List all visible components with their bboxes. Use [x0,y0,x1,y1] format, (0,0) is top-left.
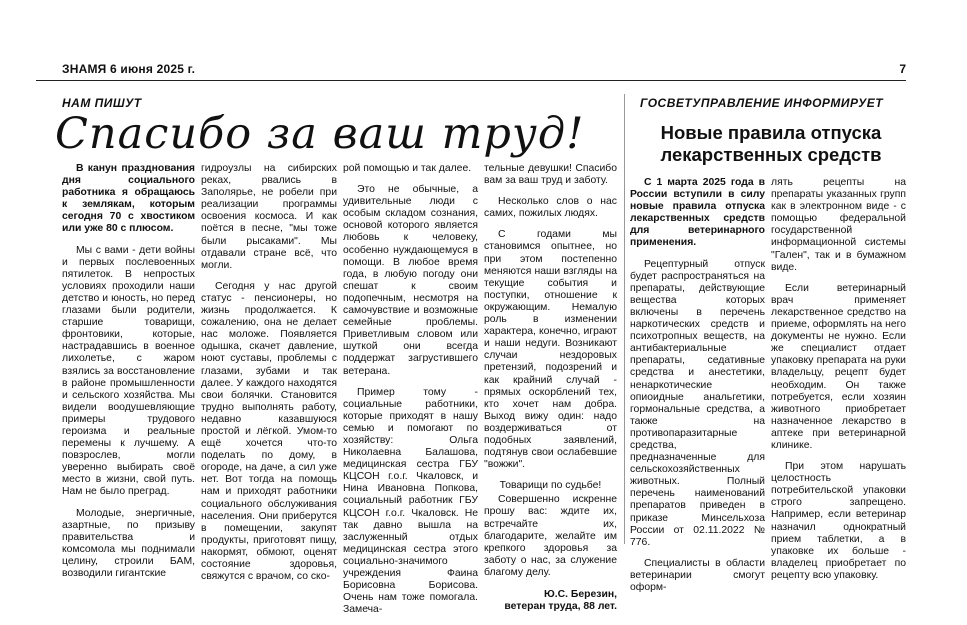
paragraph: Совершенно искренне прошу вас: ждите их, встречайте их, благодарите, желайте им крепкого здоровья за заботу о нас, за служение благому делу. [484,494,617,578]
page-number: 7 [899,62,906,76]
paragraph: Мы с вами - дети войны и первых послевоенных пятилеток. В непростых условиях проходили наши детство и юность, но перед глазами были родители, старшие товарищи, фронтовики, которые, настрадавшись в военное лихолетье, с жаром взялись за восстановление в районе промышленности и сельского хозяйства. Мы видели воодушевляющие примеры трудового героизма и реальные перемены к лучшему. А повзрослев, могли уверенно выбирать своё место в жизни, свой путь. Нам не было преград. [62,244,195,498]
paragraph: Это не обычные, а удивительные люди с особым складом сознания, основой которого является любовь к человеку, особенно нуждающемуся в помощи. В любое время года, в любую погоду они спешат к своим подопечным, несмотря на самочувствие и возможные семейные проблемы. Приветливым словом или шуткой они всегда поддержат загрустившего ветерана. [343,184,478,377]
paragraph: С 1 марта 2025 года в России вступили в силу новые правила отпуска лекарственных средств для ветеринарного применения. [630,177,765,249]
paragraph: С годами мы становимся опытнее, но при этом постепенно меняются наши взгляды на текущие события и поступки, отношение к окружающим. Немалую роль в изменении характера, конечно, играют и наши недуги. Возникают случаи нездоровых претензий, подозрений и как крайний случай - прямых оскорблений тех, кто хочет нам добра. Выход вижу один: надо воздерживаться от подобных заявлений, подтянув свои ослабевшие "вожжи". [484,229,617,471]
paragraph: Товарищи по судьбе! [499,480,602,492]
paragraph: Пример тому - социальные работники, которые приходят в нашу семью и помогают по хозяйству: Ольга Николаевна Балашова, медицинская сестра ГБУ КЦСОН г.о.г. Чкаловск, и Нина Ивановна Попкова, социальный работник ГБУ КЦСОН г.о.г. Чкаловск. Не так давно вышла на заслуженный отдых медицинская сестра этого социально-значимого учреждения Фаина Борисовна Борисова. Очень нам тоже помогала. Замеча- [343,386,478,616]
paragraph: В канун празднования дня социального работника я обращаюсь к землякам, которым сегодня 70 с хвостиком или уже 80 с плюсом. [62,163,195,235]
signature-title: ветеран труда, 88 лет. [504,601,617,613]
masthead [36,62,906,81]
paragraph: Молодые, энергичные, азартные, по призыву правительства и комсомола мы поднимали целину, строили БАМ, возводили гигантские [62,507,195,579]
paragraph: рой помощью и так далее. [343,163,472,174]
paragraph: Если ветеринарный врач применяет лекарственное средство на приеме, оформлять на него документы не нужно. Если же специалист отдает упаковку препарата на руки владельцу, рецепт будет необходим. Он также потребуется, если хозяин животного приобретает назначенное лекарство в аптеке при ветеринарной клинике. [771,282,906,451]
left-article-column-2 [201,163,337,592]
paragraph: Сегодня у нас другой статус - пенсионеры, но жизнь продолжается. К сожалению, она не делает нас моложе. Появляется одышка, скачет давление, ноют суставы, проблемы с глазами, зубами и так далее. У каждого находятся свои болячки. Становится трудно выполнять работу, недавно казавшуюся простой и лёгкой. Умом-то ещё хочется что-то поделать по дому, в огороде, на даче, а сил уже нет. Вот тогда на помощь нам и приходят работники социального обслуживания населения. Они приберутся в помещении, закупят продукты, приготовят пищу, накормят, обмоют, оценят состояние здоровья, свяжутся с врачом, со ско- [201,280,337,583]
left-rubric: НАМ ПИШУТ [62,96,142,110]
paragraph: гидроузлы на сибирских реках, рвались в Заполярье, не робели при реализации программы освоения космоса. И как поётся в песне, "мы тоже были рысаками". Мы отдавали стране всё, что могли. [201,163,337,271]
masthead-title: ЗНАМЯ 6 июня 2025 г. [62,62,196,76]
left-article-column-3 [343,163,478,625]
paragraph: тельные девушки! Спасибо вам за ваш труд и заботу. [484,163,617,187]
right-article-column-1 [630,177,765,603]
right-headline: Новые правила отпуска лекарственных средств [660,122,882,165]
paragraph: Специалисты в области ветеринарии смогут оформ- [630,557,765,593]
signature-name: Ю.С. Березин, [544,589,617,600]
paragraph: При этом нарушать целостность потребительской упаковки строго запрещено. Например, если ветеринар назначил однократный прием таблетки, а в упаковке их больше - владелец приобретает по рецепту всю упаковку. [771,461,906,581]
left-article-column-4 [484,163,617,622]
paragraph: Рецептурный отпуск будет распространяться на препараты, действующие вещества которых включены в перечень наркотических средств и психотропных веществ, на антибактериальные препараты, седативные средства и анестетики, ненаркотические опиоидные анальгетики, гормональные средства, а также на противопаразитарные средства, предназначенные для сельскохозяйственных животных. Полный перечень наименований препаратов приведен в приказе Минсельхоза России от 02.11.2022 № 776. [630,258,765,548]
left-article-column-1 [62,163,195,589]
paragraph: лять рецепты на препараты указанных групп как в электронном виде - с помощью федеральной государственной информационной системы "Гален", так и в бумажном виде. [771,177,906,273]
paragraph: Несколько слов о нас самих, пожилых людях. [484,196,617,220]
right-article-column-2 [771,177,906,591]
left-headline: Спасибо за ваш труд! [55,109,585,159]
right-rubric: ГОСВЕТУПРАВЛЕНИЕ ИНФОРМИРУЕТ [640,96,884,110]
column-divider [624,94,625,544]
